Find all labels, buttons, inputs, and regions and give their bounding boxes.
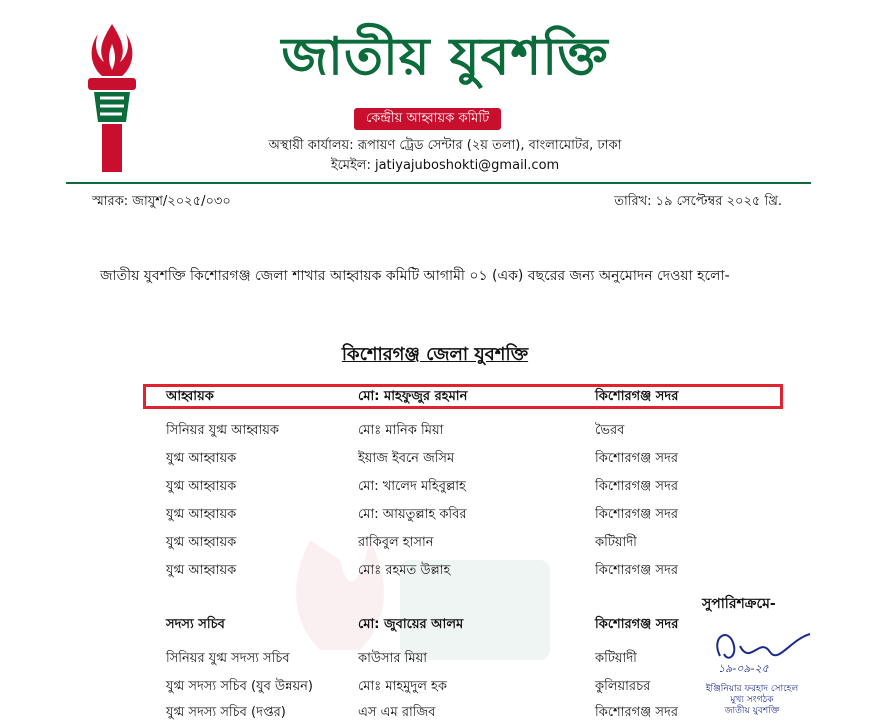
name-cell: ইয়াজ ইবনে জসিম xyxy=(358,451,455,466)
signer-block xyxy=(682,684,822,717)
recommendation-label: সুপারিশক্রমে- xyxy=(702,596,776,612)
area-cell: কিশোরগঞ্জ সদর xyxy=(595,705,678,720)
committee-heading: কিশোরগঞ্জ জেলা যুবশক্তি xyxy=(341,344,529,365)
name-cell: মো: মাহফুজুর রহমান xyxy=(358,389,468,404)
name-cell: মো: আয়তুল্লাহ কবির xyxy=(358,507,467,522)
area-cell: কিশোরগঞ্জ সদর xyxy=(595,617,679,632)
position-cell: যুগ্ম আহ্বায়ক xyxy=(166,535,237,550)
position-cell: আহ্বায়ক xyxy=(166,389,214,404)
area-cell: কিশোরগঞ্জ সদর xyxy=(595,507,678,522)
name-cell: মো: জুবায়ের আলম xyxy=(358,617,464,632)
torch-logo-icon xyxy=(80,22,144,174)
area-cell: ভৈরব xyxy=(595,423,625,438)
name-cell: মোঃ মানিক মিয়া xyxy=(358,423,444,438)
letter-date: তারিখ: ১৯ সেপ্টেম্বর ২০২৫ খ্রি. xyxy=(614,194,782,209)
name-cell: এস এম রাজিব xyxy=(358,705,436,720)
signature-date: ১৯-০৯-২৫ xyxy=(718,662,769,675)
signer-title: মুখ্য সংগঠক xyxy=(730,695,774,705)
position-cell: যুগ্ম আহ্বায়ক xyxy=(166,507,237,522)
area-cell: কটিয়াদী xyxy=(595,651,637,666)
name-cell: কাউসার মিয়া xyxy=(358,651,427,666)
position-cell: সিনিয়র যুগ্ম আহ্বায়ক xyxy=(166,423,279,438)
signer-name: ইঞ্জিনিয়ার ফরহাদ সোহেল xyxy=(705,684,799,694)
email-line: ইমেইল: jatiyajuboshokti@gmail.com xyxy=(330,158,560,173)
position-cell: যুগ্ম আহ্বায়ক xyxy=(166,479,237,494)
name-cell: মোঃ রহমত উল্লাহ xyxy=(358,563,451,578)
name-cell: মো: খালেদ মহিবুল্লাহ xyxy=(358,479,466,494)
position-cell: যুগ্ম সদস্য সচিব (দপ্তর) xyxy=(166,705,286,720)
table-row xyxy=(0,385,870,409)
area-cell: কিশোরগঞ্জ সদর xyxy=(595,451,678,466)
approval-text: জাতীয় যুবশক্তি কিশোরগঞ্জ জেলা শাখার আহ্বায়ক কমিটি আগামী ০১ (এক) বছরের জন্য অনুমোদন দেওয়া হলো- xyxy=(100,268,730,284)
area-cell: কিশোরগঞ্জ সদর xyxy=(595,563,678,578)
table-row xyxy=(0,419,870,443)
position-cell: যুগ্ম আহ্বায়ক xyxy=(166,563,237,578)
area-cell: কটিয়াদী xyxy=(595,535,637,550)
position-cell: সিনিয়র যুগ্ম সদস্য সচিব xyxy=(166,651,290,666)
position-cell: যুগ্ম আহ্বায়ক xyxy=(166,451,237,466)
signer-org: জাতীয় যুবশক্তি xyxy=(724,706,780,716)
table-row xyxy=(0,531,870,555)
header-divider xyxy=(66,182,811,184)
position-cell: সদস্য সচিব xyxy=(166,617,225,632)
table-row xyxy=(0,475,870,499)
reference-number: স্মারক: জাযুশ/২০২৫/০৩০ xyxy=(92,194,231,209)
area-cell: কিশোরগঞ্জ সদর xyxy=(595,389,679,404)
table-row xyxy=(0,503,870,527)
area-cell: কিশোরগঞ্জ সদর xyxy=(595,479,678,494)
name-cell: মোঃ মাহমুদুল হক xyxy=(358,679,447,694)
name-cell: রাকিবুল হাসান xyxy=(358,535,434,550)
org-title: জাতীয় যুবশক্তি xyxy=(281,27,609,87)
office-address: অস্থায়ী কার্যালয়: রূপায়ণ ট্রেড সেন্টার (২য় তলা), বাংলামোটর, ঢাকা xyxy=(268,138,622,153)
position-cell: যুগ্ম সদস্য সচিব (যুব উন্নয়ন) xyxy=(166,679,313,694)
table-row xyxy=(0,559,870,583)
table-row xyxy=(0,447,870,471)
area-cell: কুলিয়ারচর xyxy=(595,679,651,694)
committee-badge: কেন্দ্রীয় আহ্বায়ক কমিটি xyxy=(354,108,501,130)
